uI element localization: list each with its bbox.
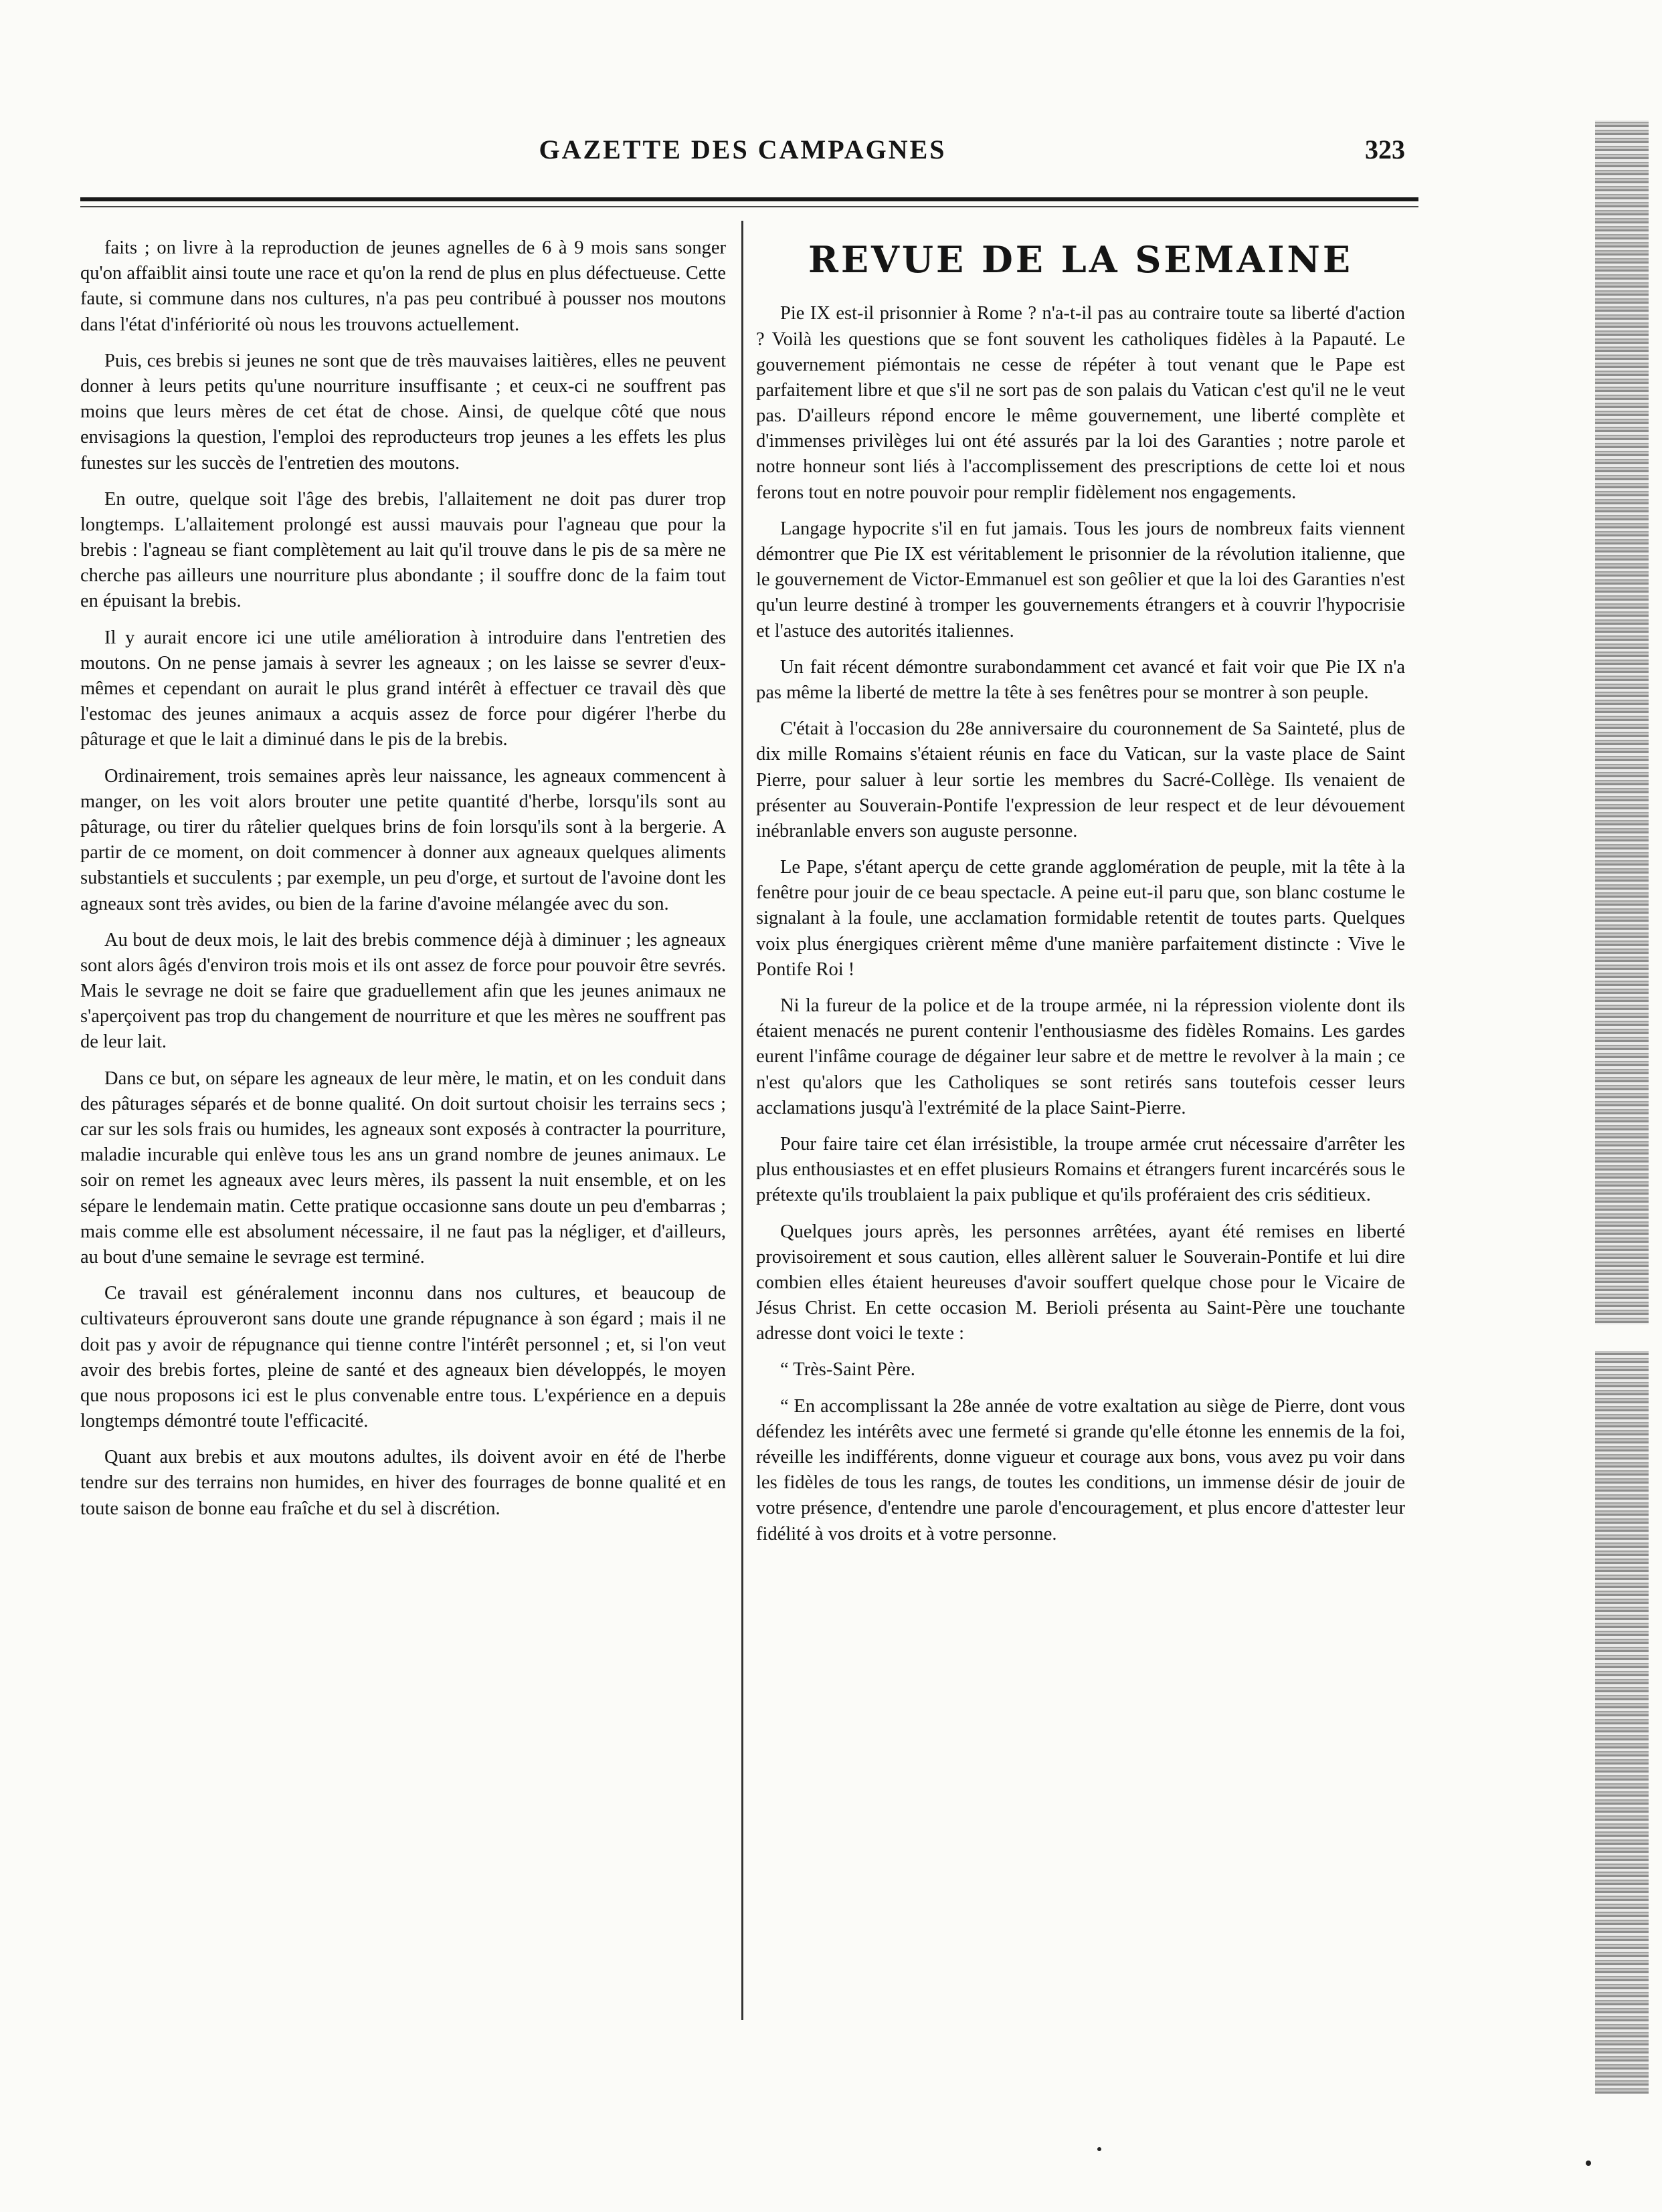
left-column	[80, 235, 726, 1532]
right-paragraph-6: Ni la fureur de la police et de la troupe armée, ni la répression violente dont ils étaient menacés ne purent contenir l'enthousiasme des fidèles Romains. Les gardes eurent l'infâme courage de dégainer leur sabre et de mettre le revolver à la main ; ce n'est qu'alors que les Catholiques se sont retirés sans toutefois cesser leurs acclamations jusqu'à l'extrémité de la place Saint-Pierre.	[756, 995, 1405, 1118]
right-paragraph-3: Un fait récent démontre surabondamment cet avancé et fait voir que Pie IX n'a pas même la liberté de mettre la tête à ses fenêtres pour se montrer à son peuple.	[756, 656, 1405, 703]
left-paragraph-1: faits ; on livre à la reproduction de jeunes agnelles de 6 à 9 mois sans songer qu'on affaiblit ainsi toute une race et qu'on la rend de plus en plus défectueuse. Cette faute, si commune dans nos cultures, n'a pas peu contribué à pousser nos moutons dans l'état d'infériorité où nous les trouvons actuellement.	[80, 237, 726, 335]
scan-speck	[1097, 2147, 1101, 2151]
left-paragraph-5: Ordinairement, trois semaines après leur naissance, les agneaux commencent à manger, on les voit alors brouter une petite quantité d'herbe, lorsqu'ils sont au pâturage, ou tirer du râtelier quelques brins de foin lorsqu'ils sont à la bergerie. A partir de ce moment, on doit commencer à donner aux agneaux quelques aliments substantiels et succulents ; par exemple, un peu d'orge, et surtout de l'avoine dont les agneaux sont très avides, ou bien de la farine d'avoine mélangée avec du son.	[80, 765, 726, 914]
left-paragraph-8: Ce travail est généralement inconnu dans nos cultures, et beaucoup de cultivateurs éprouveront sans doute une grande répugnance à son égard ; mais il ne doit pas y avoir de répugnance qui tienne contre l'intérêt personnel ; et, si l'on veut avoir des brebis fortes, pleine de santé et des agneaux bien développés, le moyen que nous proposons ici est le plus convenable entre tous. L'expérience en a depuis longtemps démontré toute l'efficacité.	[80, 1283, 726, 1432]
left-paragraph-2: Puis, ces brebis si jeunes ne sont que de très mauvaises laitières, elles ne peuvent donner à leurs petits qu'une nourriture insuffisante ; et ceux-ci ne souffrent pas moins que leurs mères de cet état de chose. Ainsi, de quelque côté que nous envisagions la question, l'emploi des reproducteurs trop jeunes a les effets les plus funestes sur les succès de l'entretien des moutons.	[80, 350, 726, 474]
journal-title: GAZETTE DES CAMPAGNES	[539, 134, 947, 165]
column-divider	[741, 221, 743, 2020]
address-text: “ En accomplissant la 28e année de votre exaltation au siège de Pierre, dont vous défendez les intérêts avec une fermeté si grande qu'elle étonne les ennemis de la foi, réveille les indifférents, donne vigueur et courage aux bons, vous avez pu voir dans les fidèles de tous les rangs, de toutes les conditions, un immense désir de jouir de votre présence, d'entendre une parole d'encouragement, et plus encore d'attester leur fidélité à vos droits et à votre personne.	[756, 1395, 1405, 1544]
scan-speck	[1586, 2160, 1591, 2166]
scan-edge-gap	[1595, 1324, 1649, 1351]
right-paragraph-2: Langage hypocrite s'il en fut jamais. Tous les jours de nombreux faits viennent démontrer que Pie IX est véritablement le prisonnier de la révolution italienne, que le gouvernement de Victor-Emmanuel est son geôlier et que la loi des Garanties n'est qu'un leurre destiné à tromper les gouvernements étrangers et à couvrir l'hypocrisie et l'astuce des autorités italiennes.	[756, 518, 1405, 641]
header-rule-thin	[80, 206, 1418, 207]
scan-edge-strip	[1595, 120, 1649, 2094]
right-paragraph-1: Pie IX est-il prisonnier à Rome ? n'a-t-il pas au contraire toute sa liberté d'action ? Voilà les questions que se font souvent les catholiques fidèles à la Papauté. Le gouvernement piémontais ne cesse de répéter à tout venant que le Pape est parfaitement libre et que s'il ne sort pas de son palais du Vatican c'est qu'il ne le veut pas. D'ailleurs répond encore le même gouvernement, une liberté complète et d'immenses privilèges lui ont été assurés par la loi des Garanties ; notre parole et notre honneur sont liés à l'accomplissement des prescriptions de cette loi et nous ferons tout en notre pouvoir pour remplir fidèlement nos engagements.	[756, 303, 1405, 503]
address-salutation: “ Très-Saint Père.	[780, 1359, 915, 1381]
left-paragraph-6: Au bout de deux mois, le lait des brebis commence déjà à diminuer ; les agneaux sont alors âgés d'environ trois mois et ils ont assez de force pour pouvoir être sevrés. Mais le sevrage ne doit se faire que graduellement afin que les jeunes animaux ne s'aperçoivent pas trop du changement de nourriture et que les mères ne souffrent pas de leur lait.	[80, 929, 726, 1053]
left-paragraph-3: En outre, quelque soit l'âge des brebis, l'allaitement ne doit pas durer trop longtemps. L'allaitement prolongé est aussi mauvais pour l'agneau que pour la brebis : l'agneau se fiant complètement au lait qu'il trouve dans le pis de sa mère ne cherche pas ailleurs une nourriture plus abondante ; il souffre donc de la faim tout en épuisant la brebis.	[80, 488, 726, 612]
left-paragraph-4: Il y aurait encore ici une utile amélioration à introduire dans l'entretien des moutons. On ne pense jamais à sevrer les agneaux ; on les laisse se sevrer d'eux-mêmes et cependant on aurait le plus grand intérêt à effectuer ce travail dès que l'estomac des jeunes animaux a acquis assez de force pour digérer l'herbe du pâturage et que le lait a diminué dans le pis de la brebis.	[80, 627, 726, 750]
header-rule-thick	[80, 197, 1418, 201]
right-paragraph-8: Quelques jours après, les personnes arrêtées, ayant été remises en liberté provisoirement et sous caution, elles allèrent saluer le Souverain-Pontife et lui dire combien elles étaient heureuses d'avoir souffert quelque chose pour le Vicaire de Jésus Christ. En cette occasion M. Berioli présenta au Saint-Père une touchante adresse dont voici le texte :	[756, 1221, 1405, 1344]
right-column	[756, 235, 1405, 1558]
section-title: REVUE DE LA SEMAINE	[808, 238, 1354, 281]
left-paragraph-7: Dans ce but, on sépare les agneaux de leur mère, le matin, et on les conduit dans des pâturages séparés et de bonne qualité. On doit surtout choisir les terrains secs ; car sur les sols frais ou humides, les agneaux sont exposés à contracter la pourriture, maladie incurable qui enlève tous les ans un grand nombre de jeunes animaux. Le soir on remet les agneaux avec leurs mères, ils passent la nuit ensemble, et on les sépare le lendemain matin. Cette pratique occasionne sans doute un peu d'embarras ; mais comme elle est absolument nécessaire, il ne faut pas la négliger, et d'ailleurs, au bout d'une semaine le sevrage est terminé.	[80, 1068, 726, 1268]
page-header	[80, 134, 1405, 174]
left-paragraph-9: Quant aux brebis et aux moutons adultes, ils doivent avoir en été de l'herbe tendre sur des terrains non humides, en hiver des fourrages de bonne qualité et en toute saison de bonne eau fraîche et du sel à discrétion.	[80, 1447, 726, 1519]
right-paragraph-4: C'était à l'occasion du 28e anniversaire du couronnement de Sa Sainteté, plus de dix mille Romains s'étaient réunis en face du Vatican, sur la vaste place de Saint Pierre, pour saluer à leur sortie les membres du Sacré-Collège. Ils venaient de présenter au Souverain-Pontife l'expression de leur respect et de leur dévouement inébranlable envers son auguste personne.	[756, 718, 1405, 841]
right-paragraph-5: Le Pape, s'étant aperçu de cette grande agglomération de peuple, mit la tête à la fenêtre pour jouir de ce beau spectacle. A peine eut-il paru que, son blanc costume le signalant à la foule, une acclamation formidable retentit de toutes parts. Quelques voix plus énergiques crièrent même d'une manière parfaitement distincte : Vive le Pontife Roi !	[756, 857, 1405, 980]
page-number: 323	[1365, 134, 1405, 165]
right-paragraph-7: Pour faire taire cet élan irrésistible, la troupe armée crut nécessaire d'arrêter les plus enthousiastes et en effet plusieurs Romains et étrangers furent incarcérés sous le prétexte qu'ils troublaient la paix publique et qu'ils proféraient des cris séditieux.	[756, 1133, 1405, 1206]
